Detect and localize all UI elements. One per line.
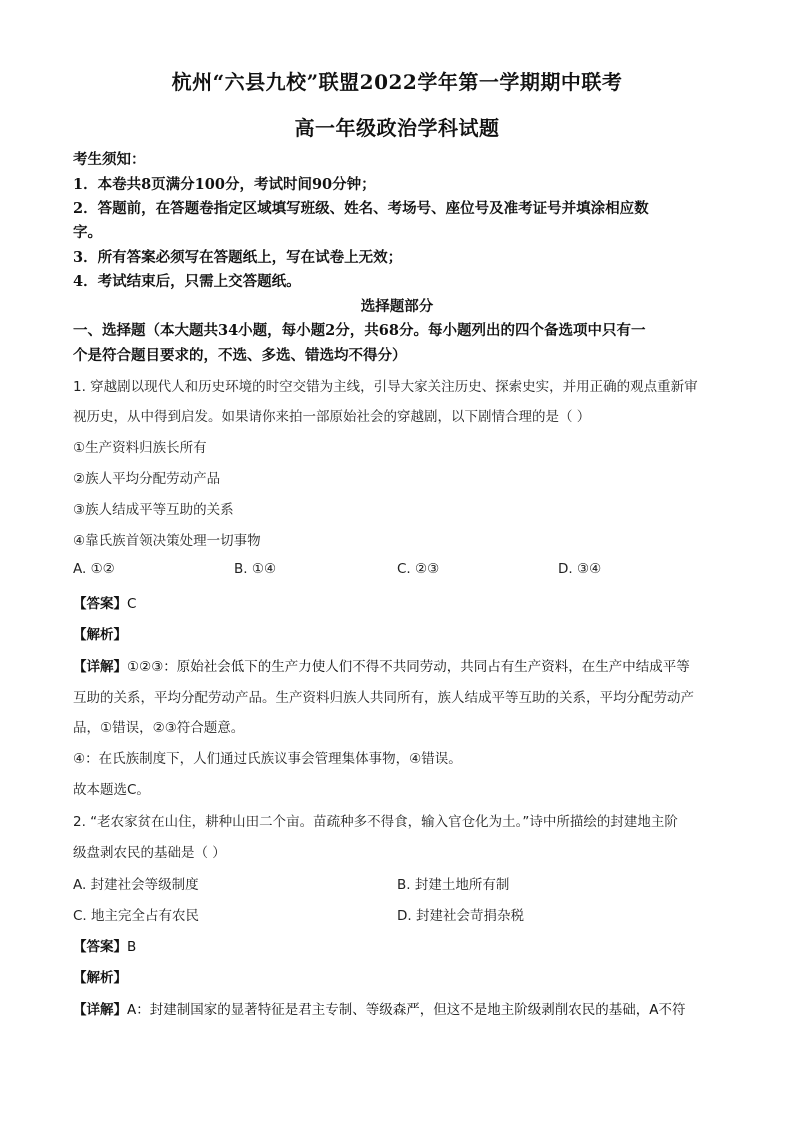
q1-answer-row <box>73 592 136 612</box>
q1-item-3: ③族人结成平等互助的关系 <box>73 502 234 518</box>
q2-analysis-tag: 【解析】 <box>73 970 127 986</box>
q1-detail-line2: 互助的关系，平均分配劳动产品。生产资料归族人共同所有，族人结成平等互助的关系，平均分配劳动产 <box>73 690 694 706</box>
q1-analysis-tag: 【解析】 <box>73 627 127 643</box>
q1-detail-line4: ④：在氏族制度下，人们通过氏族议事会管理集体事物，④错误。 <box>73 751 462 767</box>
q1-detail-row-1 <box>73 655 690 675</box>
q2-answer-row <box>73 935 136 955</box>
q1-option-c: C. ②③ <box>397 561 440 577</box>
q1-conclusion: 故本题选C。 <box>73 782 150 798</box>
q1-detail-line1: ①②③：原始社会低下的生产力使人们不得不共同劳动，共同占有生产资料，在生产中结成平等 <box>127 659 690 675</box>
q1-item-1: ①生产资料归族长所有 <box>73 440 207 456</box>
notice-item-2: 2．答题前，在答题卷指定区域填写班级、姓名、考场号、座位号及准考证号并填涂相应数 <box>73 200 649 217</box>
section-instruction-2: 个是符合题目要求的，不选、多选、错选均不得分） <box>73 347 407 364</box>
exam-title: 杭州“六县九校”联盟2022学年第一学期期中联考 <box>171 70 623 94</box>
q2-detail-row-1 <box>73 998 685 1018</box>
q1-option-a: A. ①② <box>73 561 115 577</box>
q1-option-d: D. ③④ <box>558 561 602 577</box>
q1-item-2: ②族人平均分配劳动产品 <box>73 471 221 487</box>
q2-option-c: C. 地主完全占有农民 <box>73 908 200 924</box>
section-title: 选择题部分 <box>360 298 434 315</box>
q2-stem-line2: 级盘剥农民的基础是（ ） <box>73 845 226 861</box>
q2-detail-line1: A：封建制国家的显著特征是君主专制、等级森严，但这不是地主阶级剥削农民的基础，A不符 <box>127 1002 686 1018</box>
q1-answer: C <box>127 596 137 612</box>
q1-option-b: B. ①④ <box>234 561 277 577</box>
q2-option-d: D. 封建社会苛捐杂税 <box>397 908 524 924</box>
q1-stem-line2: 视历史，从中得到启发。如果请你来拍一部原始社会的穿越剧，以下剧情合理的是（ ） <box>73 409 591 425</box>
q2-answer-tag: 【答案】 <box>73 939 127 955</box>
notice-item-2-cont: 字。 <box>73 224 102 241</box>
q2-answer: B <box>127 939 137 955</box>
notice-item-1: 1．本卷共8页满分100分，考试时间90分钟； <box>73 176 376 193</box>
q1-detail-line3: 品，①错误，②③符合题意。 <box>73 720 245 736</box>
q2-option-b: B. 封建土地所有制 <box>397 877 510 893</box>
q2-stem-line1: 2. “老农家贫在山住，耕种山田二个亩。苗疏种多不得食，输入官仓化为土。”诗中所描绘的封建地主阶 <box>73 814 678 830</box>
exam-subtitle: 高一年级政治学科试题 <box>294 116 500 140</box>
q2-detail-tag: 【详解】 <box>73 1002 127 1018</box>
notice-item-3: 3．所有答案必须写在答题纸上，写在试卷上无效； <box>73 249 403 266</box>
notice-heading: 考生须知： <box>73 151 146 168</box>
q1-detail-tag: 【详解】 <box>73 659 127 675</box>
notice-item-4: 4．考试结束后，只需上交答题纸。 <box>73 273 301 290</box>
q1-stem-line1: 1. 穿越剧以现代人和历史环境的时空交错为主线，引导大家关注历史、探索史实，并用正确的观点重新审 <box>73 379 698 395</box>
q1-item-4: ④靠氏族首领决策处理一切事物 <box>73 533 261 549</box>
section-instruction-1: 一、选择题（本大题共34小题，每小题2分，共68分。每小题列出的四个备选项中只有一 <box>73 322 646 339</box>
q1-answer-tag: 【答案】 <box>73 596 127 612</box>
q2-option-a: A. 封建社会等级制度 <box>73 877 199 893</box>
